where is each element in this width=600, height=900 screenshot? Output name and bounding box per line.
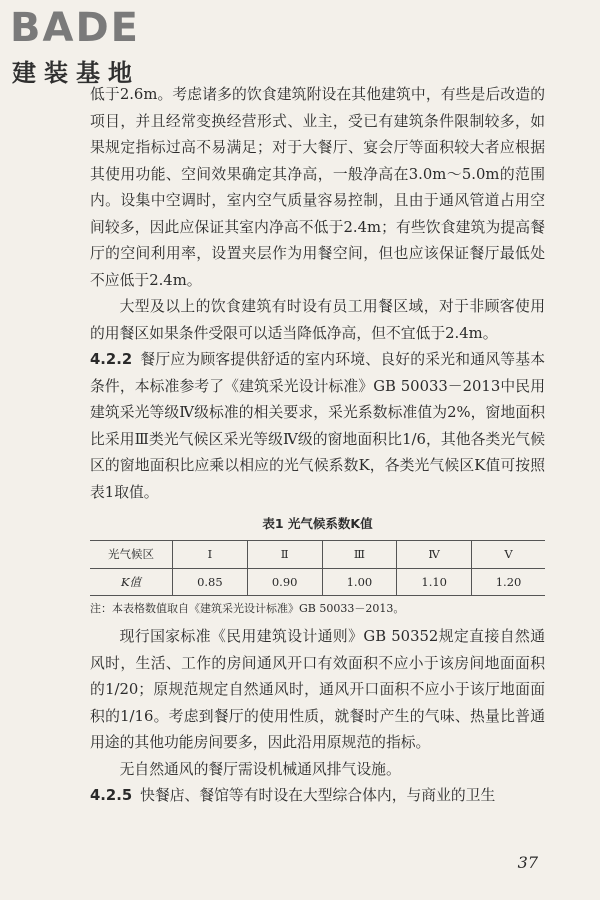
paragraph-ventilation: 现行国家标准《民用建筑设计通则》GB 50352规定直接自然通风时，生活、工作的房间通风开口有效面积不应小于该房间地面面积的1/20；原规范规定自然通风时，通风开口面积不应小于该厅地面面积的1/16。考虑到餐厅的使用性质，就餐时产生的气味、热量比普通用途的其他功能房间要多，因此沿用原规范的指标。 <box>90 628 545 751</box>
document-body <box>90 82 545 810</box>
paragraph-mechanical-ventilation: 无自然通风的餐厅需设机械通风排气设施。 <box>119 760 401 778</box>
page-number: 37 <box>517 853 538 872</box>
table-cell: 1.20 <box>472 568 545 596</box>
table-row <box>90 568 545 596</box>
table-cell: Ⅲ <box>322 541 397 569</box>
paragraph-continued: 低于2.6m。考虑诸多的饮食建筑附设在其他建筑中，有些是后改造的项目，并且经常变换经营形式、业主，受已有建筑条件限制较多，如果规定指标过高不易满足；对于大餐厅、宴会厅等面积较大者应根据其使用功能、空间效果确定其净高，一般净高在3.0m～5.0m的范围内。设集中空调时，室内空气质量容易控制，且由于通风管道占用空间较多，因此应保证其室内净高不低于2.4m；有些饮食建筑为提高餐厅的空间利用率，设置夹层作为用餐空间，但也应该保证餐厅最低处不应低于2.4m。 <box>90 86 545 289</box>
table-cell: 1.10 <box>397 568 472 596</box>
table-cell: Ⅴ <box>472 541 545 569</box>
paragraph-staff-dining: 大型及以上的饮食建筑有时设有员工用餐区域，对于非顾客使用的用餐区如果条件受限可以适当降低净高，但不宜低于2.4m。 <box>90 298 545 342</box>
table-cell: K值 <box>90 568 173 596</box>
table-title: 表1 光气候系数K值 <box>262 516 373 531</box>
watermark-subtitle: 建装基地 <box>12 59 140 87</box>
table-cell: 1.00 <box>322 568 397 596</box>
section-text: 快餐店、餐馆等有时设在大型综合体内，与商业的卫生 <box>140 787 496 804</box>
table-note: 注：本表格数值取自《建筑采光设计标准》GB 50033－2013。 <box>90 602 405 615</box>
section-number: 4.2.2 <box>90 351 133 368</box>
section-4-2-2 <box>90 347 545 506</box>
table-cell: Ⅱ <box>247 541 322 569</box>
light-climate-table <box>90 540 545 596</box>
watermark-brand: BADE <box>10 5 140 51</box>
section-number: 4.2.5 <box>90 787 133 804</box>
section-text: 餐厅应为顾客提供舒适的室内环境、良好的采光和通风等基本条件，本标准参考了《建筑采光设计标准》GB 50033－2013中民用建筑采光等级Ⅳ级标准的相关要求，采光系数标准值为2%，窗地面积比采用Ⅲ类光气候区采光等级Ⅳ级的窗地面积比1/6，其他各类光气候区的窗地面积比应乘以相应的光气候系数K，各类光气候区K值可按照表1取值。 <box>90 351 545 501</box>
section-4-2-5 <box>90 783 545 810</box>
table-cell: 0.85 <box>173 568 248 596</box>
table-cell: 0.90 <box>247 568 322 596</box>
table-cell: 光气候区 <box>90 541 173 569</box>
table-cell: Ⅰ <box>173 541 248 569</box>
table-cell: Ⅳ <box>397 541 472 569</box>
table-header-row <box>90 541 545 569</box>
